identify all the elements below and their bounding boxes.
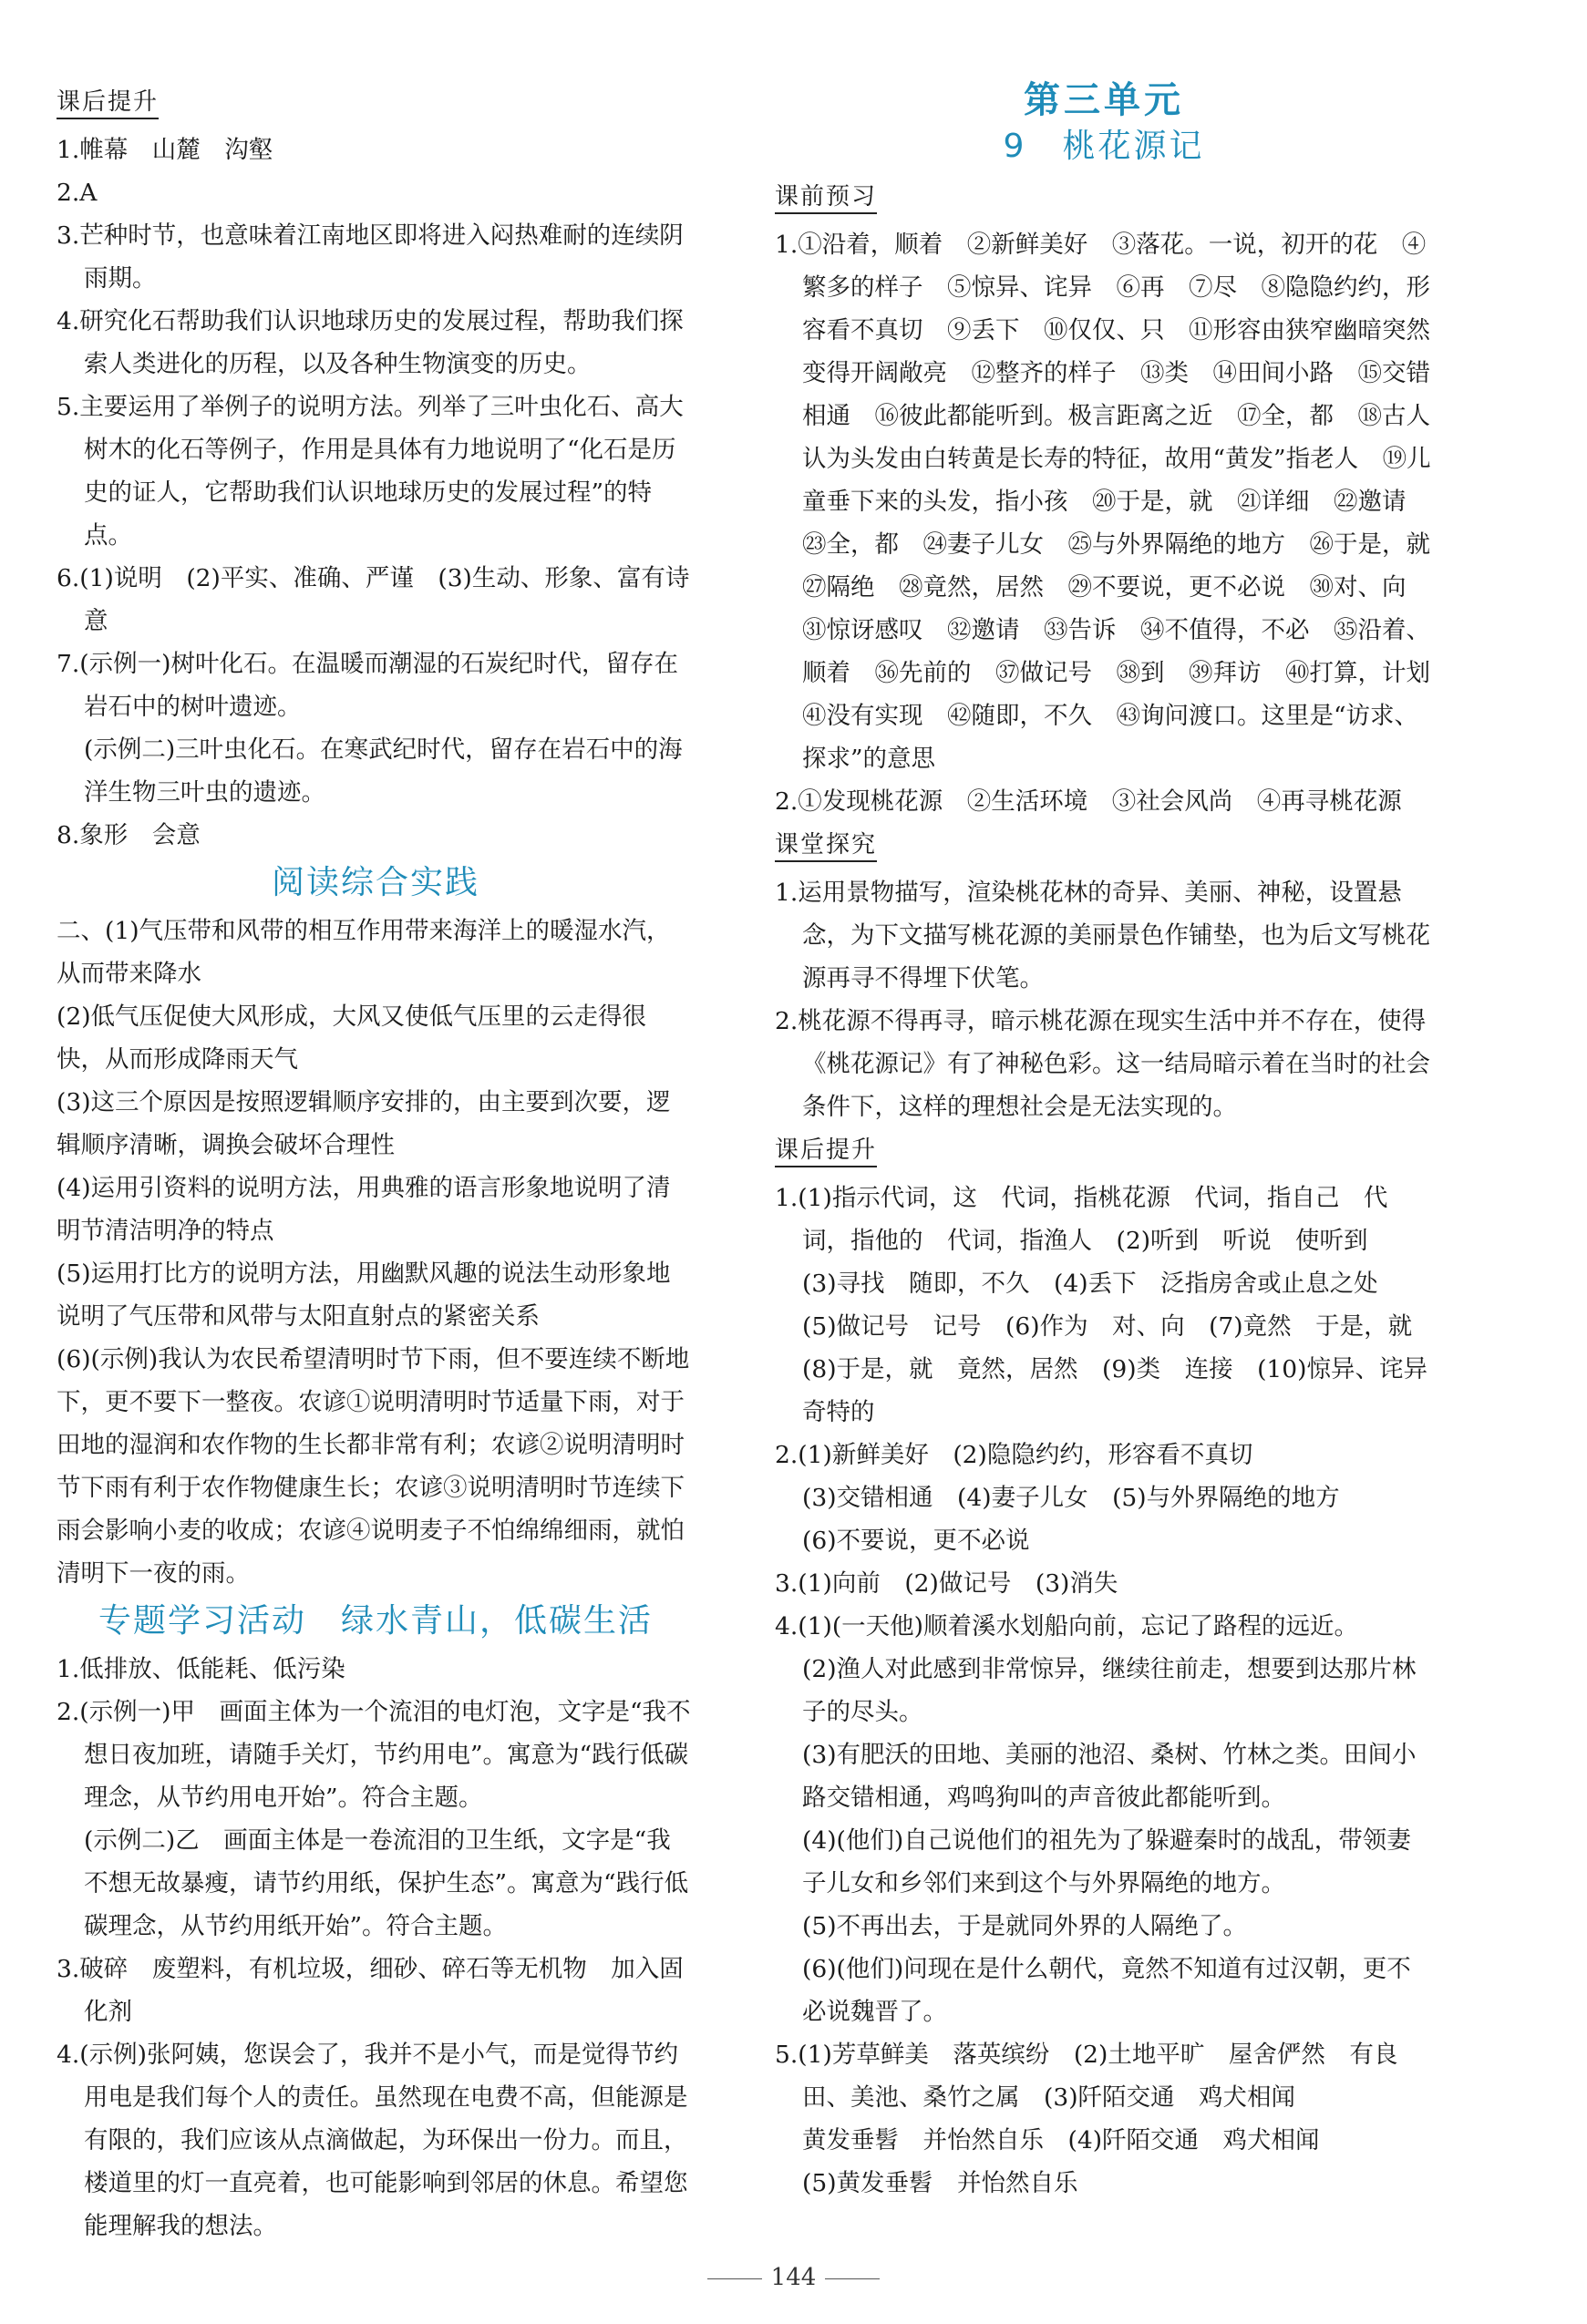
answer-item: 4.(示例)张阿姨，您误会了，我并不是小气，而是觉得节约用电是我们每个人的责任。虽然现在电费不高，但能源是有限的，我们应该从点滴做起，为环保出一份力。而且，楼道里的灯一直亮着，也可能影响到邻居的休息。希望您能理解我的想法。 (57, 2041, 688, 2240)
answer-item: (4)运用引资料的说明方法，用典雅的语言形象地说明了清明节清洁明净的特点 (57, 1174, 671, 1245)
answer-item: 2.桃花源不得再寻，暗示桃花源在现实生活中并不存在，使得《桃花源记》有了神秘色彩。这一结局暗示着在当时的社会条件下，这样的理想社会是无法实现的。 (775, 1007, 1430, 1121)
answer-subitem: (5)不再出去，于是就同外界的人隔绝了。 (802, 1912, 1248, 1940)
page-number: 144 (770, 2264, 817, 2291)
section-title: 课后提升 (775, 1135, 877, 1167)
section-title: 课堂探究 (775, 829, 877, 862)
answer-item: 二、(1)气压带和风带的相互作用带来海洋上的暖湿水汽，从而带来降水 (57, 917, 671, 988)
right-column (775, 79, 1455, 2205)
left-column (57, 80, 695, 2247)
answer-item: 3.芒种时节，也意味着江南地区即将进入闷热难耐的连续阴雨期。 (57, 221, 684, 293)
answer-item: 1.①沿着，顺着 ②新鲜美好 ③落花。一说，初开的花 ④繁多的样子 ⑤惊异、诧异 ⑥再 ⑦尽 ⑧隐隐约约，形容看不真切 ⑨丢下 ⑩仅仅、只 ⑪形容由狭窄幽暗突然变得开阔敞亮 ⑫整齐的样子 ⑬类 ⑭田间小路 ⑮交错相通 ⑯彼此都能听到。极言距离之近 ⑰全，都 ⑱古人认为头发由白转黄是长寿的特征，故用“黄发”指老人 ⑲儿童垂下来的头发，指小孩 ⑳于是，就 ㉑详细 ㉒邀请 ㉓全，都 ㉔妻子儿女 ㉕与外界隔绝的地方 ㉖于是，就 ㉗隔绝 ㉘竟然，居然 ㉙不要说，更不必说 ㉚对、向 ㉛惊讶感叹 ㉜邀请 ㉝告诉 ㉞不值得，不必 ㉟沿着、顺着 ㊱先前的 ㊲做记号 ㊳到 ㊴拜访 ㊵打算，计划 ㊶没有实现 ㊷随即，不久 ㊸询问渡口。这里是“访求、探求”的意思 (775, 231, 1455, 773)
section-title: 课后提升 (57, 87, 159, 119)
answer-item: 7.(示例一)树叶化石。在温暖而潮湿的石炭纪时代，留存在岩石中的树叶遗迹。 (57, 650, 678, 721)
answer-item: (2)低气压促使大风形成，大风又使低气压里的云走得很快，从而形成降雨天气 (57, 1003, 647, 1074)
lesson-title: 9 桃花源记 (1003, 128, 1205, 165)
answer-item: 5.主要运用了举例子的说明方法。列举了三叶虫化石、高大树木的化石等例子，作用是具体有力地说明了“化石是历史的证人，它帮助我们认识地球历史的发展过程”的特点。 (57, 393, 684, 550)
footer-rule-left (707, 2278, 762, 2279)
answer-item: 1.低排放、低能耗、低污染 (57, 1655, 345, 1683)
answer-item: 2.(1)新鲜美好 (2)隐隐约约，形容看不真切 (775, 1441, 1253, 1469)
answer-item: 1.运用景物描写，渲染桃花林的奇异、美丽、神秘，设置悬念，为下文描写桃花源的美丽景色作铺垫，也为后文写桃花源再寻不得埋下伏笔。 (775, 879, 1430, 992)
answer-subitem: (3)交错相通 (4)妻子儿女 (5)与外界隔绝的地方 (802, 1484, 1340, 1512)
answer-item: 4.研究化石帮助我们认识地球历史的发展过程，帮助我们探索人类进化的历程，以及各种生物演变的历史。 (57, 307, 684, 378)
answer-item: 8.象形 会意 (57, 821, 201, 849)
answer-item: 1.(1)指示代词，这 代词，指桃花源 代词，指自己 代词，指他的 代词，指渔人 (2)听到 听说 使听到 (775, 1184, 1388, 1255)
answer-subitem: (3)有肥沃的田地、美丽的池沼、桑树、竹林之类。田间小路交错相通，鸡鸣狗叫的声音彼此都能听到。 (802, 1741, 1417, 1812)
answer-item: 5.(1)芳草鲜美 落英缤纷 (2)土地平旷 屋舍俨然 有良田、美池、桑竹之属 (3)阡陌交通 鸡犬相闻 (775, 2041, 1398, 2112)
answer-item: 2.①发现桃花源 ②生活环境 ③社会风尚 ④再寻桃花源 (775, 787, 1402, 816)
answer-item: 3.破碎 废塑料，有机垃圾，细砂、碎石等无机物 加入固化剂 (57, 1955, 684, 2026)
section-title: 课前预习 (775, 181, 877, 214)
answer-subitem: (示例二)乙 画面主体是一卷流泪的卫生纸，文字是“我不想无故暴瘦，请节约用纸，保护生态”。寓意为“践行低碳理念，从节约用纸开始”。符合主题。 (84, 1826, 689, 1940)
answer-item: (3)这三个原因是按照逻辑顺序安排的，由主要到次要，逻辑顺序清晰，调换会破坏合理性 (57, 1088, 671, 1159)
answer-item: 2.A (57, 179, 98, 207)
answer-item: (5)运用打比方的说明方法，用幽默风趣的说法生动形象地说明了气压带和风带与太阳直射点的紧密关系 (57, 1260, 671, 1331)
answer-subitem: (6)不要说，更不必说 (802, 1527, 1030, 1555)
section-heading: 阅读综合实践 (271, 864, 479, 901)
answer-subitem: (5)黄发垂髫 并怡然自乐 (802, 2169, 1078, 2197)
answer-item: 2.(示例一)甲 画面主体为一个流泪的电灯泡，文字是“我不想日夜加班，请随手关灯，节约用电”。寓意为“践行低碳理念，从节约用电开始”。符合主题。 (57, 1698, 691, 1812)
answer-subitem: (3)寻找 随即，不久 (4)丢下 泛指房舍或止息之处 (5)做记号 记号 (6)作为 对、向 (7)竟然 于是，就 (8)于是，就 竟然，居然 (9)类 连接 (10)惊异、诧异 奇特的 (802, 1270, 1452, 1426)
answer-item: 1.帷幕 山麓 沟壑 (57, 136, 273, 164)
answer-subitem: 黄发垂髫 并怡然自乐 (4)阡陌交通 鸡犬相闻 (802, 2126, 1320, 2154)
answer-subitem: (示例二)三叶虫化石。在寒武纪时代，留存在岩石中的海洋生物三叶虫的遗迹。 (84, 735, 683, 807)
page-number-footer (0, 2264, 1587, 2291)
footer-rule-right (825, 2278, 880, 2279)
section-heading: 专题学习活动 绿水青山，低碳生活 (98, 1602, 653, 1640)
answer-subitem: (2)渔人对此感到非常惊异，继续往前走，想要到达那片林子的尽头。 (802, 1655, 1417, 1726)
answer-subitem: (4)(他们)自己说他们的祖先为了躲避秦时的战乱，带领妻子儿女和乡邻们来到这个与外界隔绝的地方。 (802, 1826, 1411, 1897)
unit-title: 第三单元 (1024, 79, 1184, 121)
answer-item: 3.(1)向前 (2)做记号 (3)消失 (775, 1569, 1118, 1598)
answer-item: (6)(示例)我认为农民希望清明时节下雨，但不要连续不断地下，更不要下一整夜。农谚①说明清明时节适量下雨，对于田地的湿润和农作物的生长都非常有利；农谚②说明清明时节下雨有利于农作物健康生长；农谚③说明清明时节连续下雨会影响小麦的收成；农谚④说明麦子不怕绵绵细雨，就怕清明下一夜的雨。 (57, 1345, 690, 1588)
answer-item: 6.(1)说明 (2)平实、准确、严谨 (3)生动、形象、富有诗意 (57, 564, 690, 635)
answer-subitem: (6)(他们)问现在是什么朝代，竟然不知道有过汉朝，更不必说魏晋了。 (802, 1955, 1411, 2026)
answer-item: 4.(1)(一天他)顺着溪水划船向前，忘记了路程的远近。 (775, 1612, 1358, 1640)
